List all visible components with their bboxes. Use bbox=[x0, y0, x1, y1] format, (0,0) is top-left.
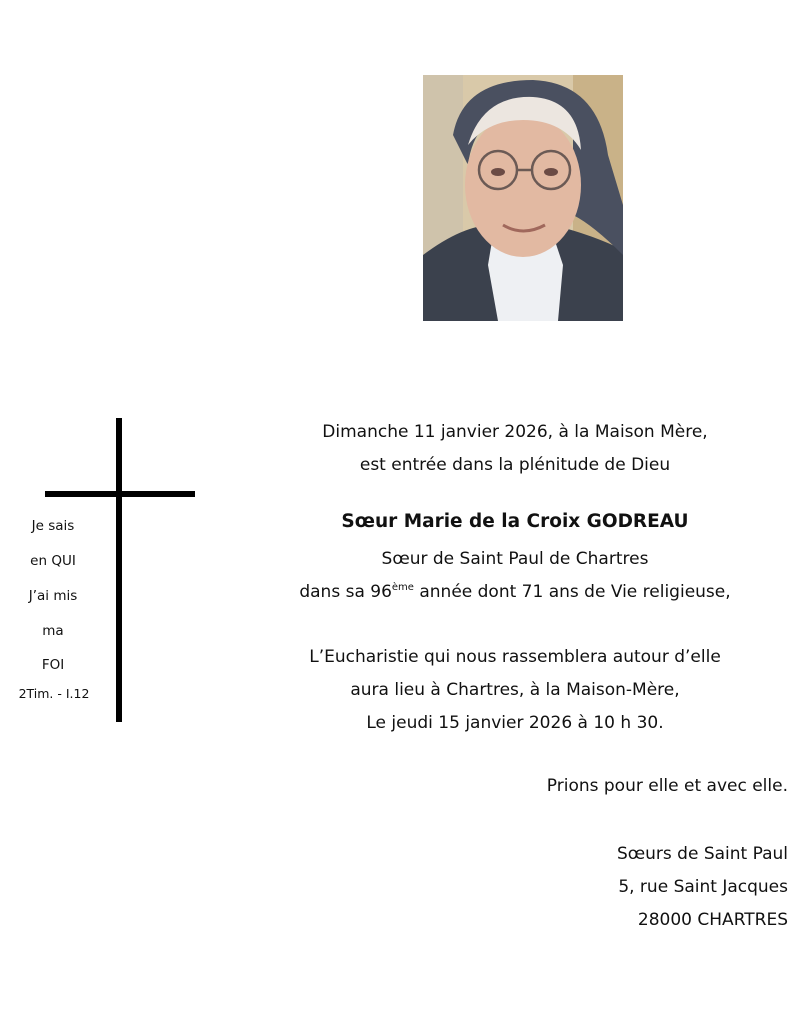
mass-line: L’Eucharistie qui nous rassemblera autour d’elle bbox=[309, 647, 721, 667]
portrait-photo bbox=[423, 75, 623, 321]
mass-line: aura lieu à Chartres, à la Maison-Mère, bbox=[350, 680, 680, 700]
congregation-line: Sœur de Saint Paul de Chartres bbox=[381, 549, 649, 569]
announcement-date-line: Dimanche 11 janvier 2026, à la Maison Mère, bbox=[322, 422, 708, 442]
verse-line: Je sais bbox=[31, 518, 75, 534]
announcement-death-line: est entrée dans la plénitude de Dieu bbox=[359, 455, 671, 475]
cross-vertical-bar bbox=[116, 418, 122, 722]
verse-line: en QUI bbox=[30, 553, 76, 569]
mass-line: Le jeudi 15 janvier 2026 à 10 h 30. bbox=[366, 713, 664, 733]
signature-street: 5, rue Saint Jacques bbox=[618, 877, 788, 897]
age-line bbox=[250, 582, 780, 602]
verse-line: ma bbox=[42, 623, 64, 639]
verse-reference: 2Tim. - I.12 bbox=[18, 686, 90, 701]
signature-org: Sœurs de Saint Paul bbox=[616, 844, 788, 864]
age-superscript: ème bbox=[391, 582, 414, 593]
signature-city: 28000 CHARTRES bbox=[637, 910, 788, 930]
age-prefix: dans sa 96 bbox=[299, 582, 392, 602]
age-suffix: année dont 71 ans de Vie religieuse, bbox=[413, 582, 731, 602]
cross-horizontal-bar bbox=[45, 491, 195, 497]
deceased-name: Sœur Marie de la Croix GODREAU bbox=[341, 511, 689, 532]
verse-line: FOI bbox=[41, 657, 65, 673]
prayer-line: Prions pour elle et avec elle. bbox=[546, 776, 788, 796]
verse-line: J’ai mis bbox=[28, 588, 78, 604]
